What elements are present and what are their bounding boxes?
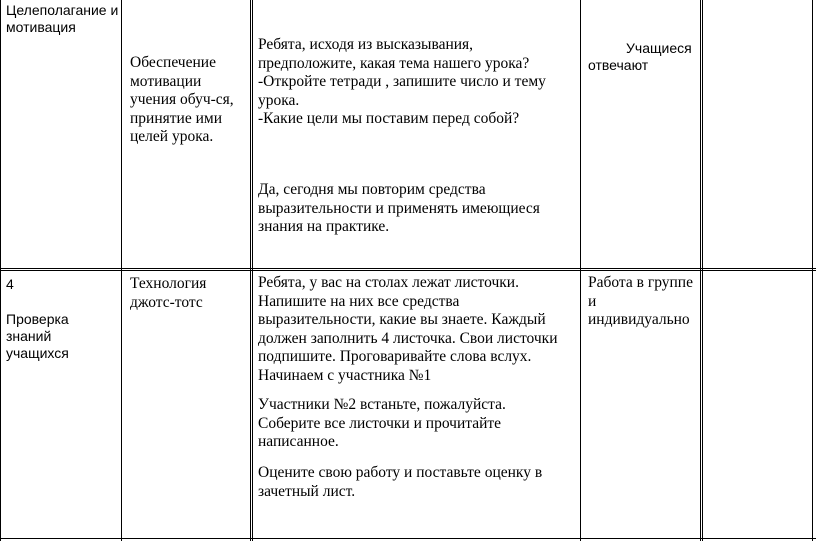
teacher-text: выразительности и применять имеющиеся xyxy=(258,199,540,217)
students-text: отвечают xyxy=(588,57,649,73)
stage-text: Проверка xyxy=(6,311,69,327)
stage-text: знаний xyxy=(6,328,52,344)
row1-teacher-cell-2 xyxy=(258,181,540,237)
students-text: индивидуально xyxy=(588,311,690,328)
teacher-text: Участники №2 встаньте, пожалуйста. xyxy=(258,396,506,413)
row2-students-cell xyxy=(588,274,693,330)
stage-text: Целеполагание и xyxy=(6,2,119,18)
row2-stage-cell xyxy=(6,276,69,362)
row-number: 4 xyxy=(6,276,14,292)
stage-text: мотивация xyxy=(6,19,76,35)
method-text: Технология xyxy=(130,275,207,292)
row1-students-cell xyxy=(588,40,692,74)
stage-text: учащихся xyxy=(6,345,69,361)
teacher-text: -Какие цели мы поставим перед собой? xyxy=(258,110,520,127)
teacher-text: урока. xyxy=(258,91,300,109)
teacher-text: зачетный лист. xyxy=(258,482,356,500)
teacher-text: Ребята, у вас на столах лежат листочки. xyxy=(258,274,519,291)
goal-text: принятие ими xyxy=(130,109,222,127)
row2-method-cell xyxy=(130,275,206,312)
teacher-text: Начинаем с участника №1 xyxy=(258,366,432,384)
goal-text: учения обуч-ся, xyxy=(130,91,234,108)
teacher-text: Да, сегодня мы повторим средства xyxy=(258,181,486,198)
teacher-text: Оцените свою работу и поставьте оценку в xyxy=(258,464,543,481)
teacher-text: написанное. xyxy=(258,433,339,450)
teacher-text: выразительности, какие вы знаете. Каждый xyxy=(258,311,546,328)
teacher-text: Соберите все листочки и прочитайте xyxy=(258,414,502,432)
teacher-text: Напишите на них все средства xyxy=(258,292,460,310)
teacher-text: подпишите. Проговаривайте слова вслух. xyxy=(258,348,532,365)
teacher-text: -Откройте тетради , запишите число и тему xyxy=(258,73,546,90)
teacher-text: знания на практике. xyxy=(258,218,390,235)
row-divider xyxy=(0,268,816,271)
method-text: джотс-тотс xyxy=(130,293,203,311)
students-text: Учащиеся xyxy=(626,40,692,56)
row1-teacher-cell xyxy=(258,36,546,129)
goal-text: целей урока. xyxy=(130,128,214,145)
row1-stage-cell xyxy=(6,2,118,36)
students-text: Работа в группе xyxy=(588,274,693,291)
row2-teacher-cell xyxy=(258,274,558,385)
teacher-text: должен заполнить 4 листочка. Свои листочки xyxy=(258,329,558,347)
table-border-bottom xyxy=(0,538,816,539)
row1-goal-cell xyxy=(130,54,234,147)
goal-text: мотивации xyxy=(130,72,202,90)
row2-teacher-cell-2 xyxy=(258,396,506,452)
teacher-text: предположите, какая тема нашего урока? xyxy=(258,54,530,72)
row2-teacher-cell-3 xyxy=(258,464,542,501)
teacher-text: Ребята, исходя из высказывания, xyxy=(258,36,474,53)
goal-text: Обеспечение xyxy=(130,54,216,71)
students-text: и xyxy=(588,292,597,310)
